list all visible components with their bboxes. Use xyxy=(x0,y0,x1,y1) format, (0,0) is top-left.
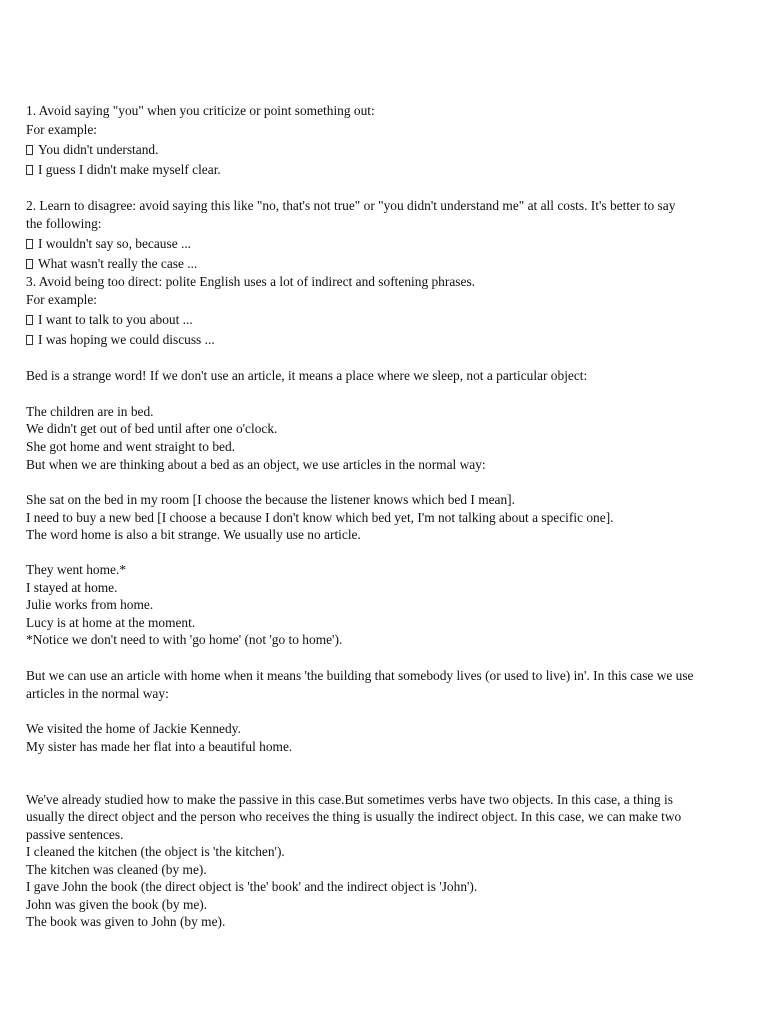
example-line: The word home is also a bit strange. We usually use no article. xyxy=(26,527,361,542)
section1-heading: 1. Avoid saying "you" when you criticize or point something out: xyxy=(26,103,375,118)
example-line: The children are in bed. xyxy=(26,404,154,419)
section2-heading-line1: 2. Learn to disagree: avoid saying this like "no, that's not true" or "you didn't understand me" at all costs. It's better to say xyxy=(26,198,676,213)
bullet-box-icon xyxy=(26,165,33,175)
section3-heading: 3. Avoid being too direct: polite English uses a lot of indirect and softening phrases. xyxy=(26,274,475,289)
example-line: I stayed at home. xyxy=(26,580,118,595)
list-item: I guess I didn't make myself clear. xyxy=(26,161,221,178)
bullet-box-icon xyxy=(26,145,33,155)
list-item: You didn't understand. xyxy=(26,141,158,158)
example-line: They went home.* xyxy=(26,562,127,577)
example-line: Julie works from home. xyxy=(26,597,154,612)
example-line: My sister has made her flat into a beautiful home. xyxy=(26,739,293,754)
example-line: We didn't get out of bed until after one o'clock. xyxy=(26,421,278,436)
bed-intro: Bed is a strange word! If we don't use an article, it means a place where we sleep, not a particular object: xyxy=(26,368,588,383)
passive-line: The kitchen was cleaned (by me). xyxy=(26,862,207,877)
bullet-box-icon xyxy=(26,259,33,269)
list-item: I want to talk to you about ... xyxy=(26,311,193,328)
bullet-box-icon xyxy=(26,239,33,249)
passive-line: I gave John the book (the direct object is 'the' book' and the indirect object is 'John'). xyxy=(26,879,478,894)
list-item: I wouldn't say so, because ... xyxy=(26,235,191,252)
bullet-box-icon xyxy=(26,335,33,345)
example-line: I need to buy a new bed [I choose a because I don't know which bed yet, I'm not talking about a specific one]. xyxy=(26,510,614,525)
bullet-box-icon xyxy=(26,315,33,325)
section1-intro: For example: xyxy=(26,122,98,137)
example-line: She got home and went straight to bed. xyxy=(26,439,236,454)
passive-line: passive sentences. xyxy=(26,827,124,842)
home-article-line2: articles in the normal way: xyxy=(26,686,169,701)
passive-line: I cleaned the kitchen (the object is 'the kitchen'). xyxy=(26,844,285,859)
passive-line: The book was given to John (by me). xyxy=(26,914,226,929)
passive-line: We've already studied how to make the passive in this case.But sometimes verbs have two objects. In this case, a thing is xyxy=(26,792,673,807)
passive-line: John was given the book (by me). xyxy=(26,897,208,912)
example-line: But when we are thinking about a bed as an object, we use articles in the normal way: xyxy=(26,457,486,472)
section2-heading-line2: the following: xyxy=(26,216,102,231)
note-line: *Notice we don't need to with 'go home' (not 'go to home'). xyxy=(26,632,343,647)
list-item: What wasn't really the case ... xyxy=(26,255,197,272)
list-item: I was hoping we could discuss ... xyxy=(26,331,215,348)
example-line: She sat on the bed in my room [I choose the because the listener knows which bed I mean]. xyxy=(26,492,515,507)
example-line: Lucy is at home at the moment. xyxy=(26,615,196,630)
section3-intro: For example: xyxy=(26,292,98,307)
home-article-line1: But we can use an article with home when it means 'the building that somebody lives (or used to live) in'. In this case we use xyxy=(26,668,694,683)
passive-line: usually the direct object and the person who receives the thing is usually the indirect object. In this case, we can make two xyxy=(26,809,682,824)
example-line: We visited the home of Jackie Kennedy. xyxy=(26,721,241,736)
